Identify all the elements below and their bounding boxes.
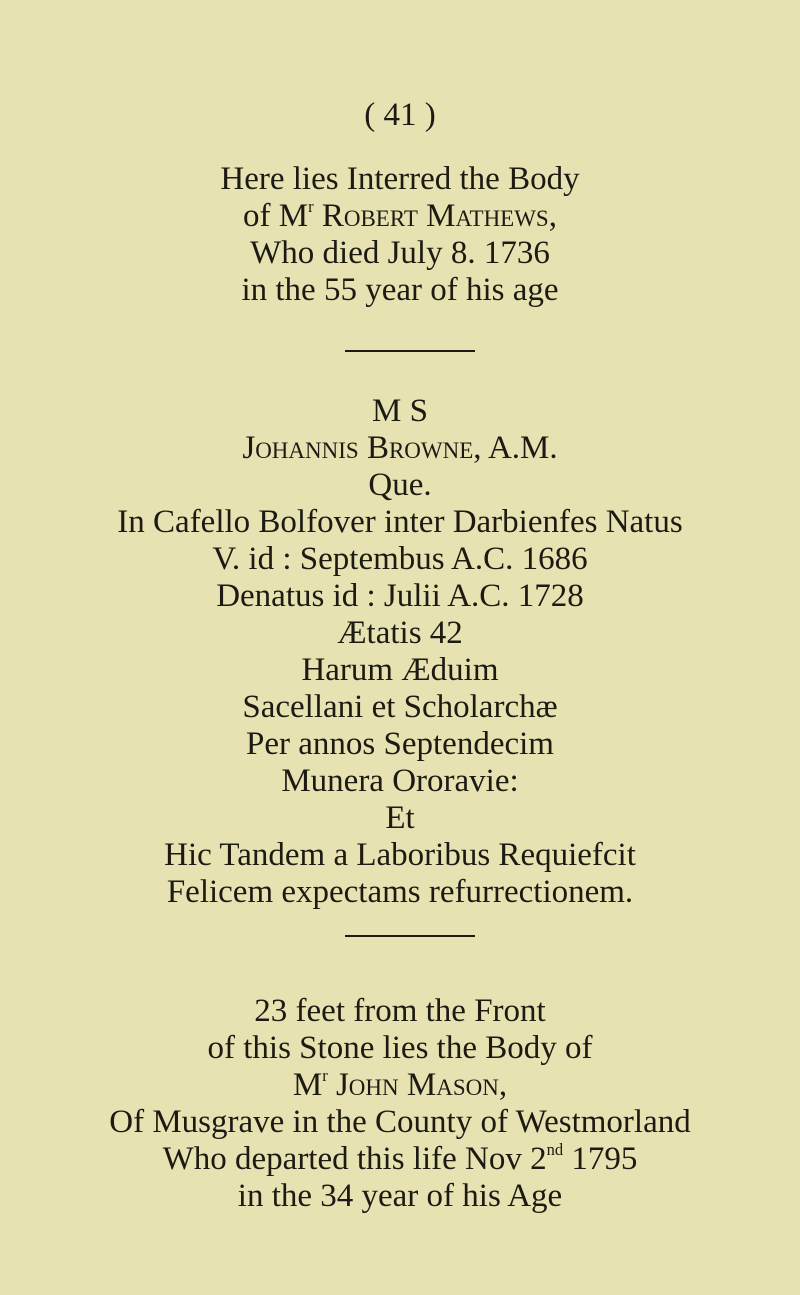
inscription-2-line-8: Harum Æduim — [301, 652, 499, 688]
page-number: ( 41 ) — [364, 97, 436, 133]
inscription-2-ms: M S — [372, 393, 428, 429]
inscription-2-line-13: Hic Tandem a Laboribus Requiefcit — [164, 837, 636, 873]
inscription-1-prefix: of M — [243, 198, 309, 234]
inscription-3-line-2: of this Stone lies the Body of — [207, 1030, 593, 1066]
inscription-3-line-3 — [0, 1065, 800, 1105]
inscription-3-date-superscript: nd — [546, 1139, 564, 1159]
inscription-3-name: John Mason, — [335, 1067, 508, 1103]
inscription-2-line-11: Munera Ororavie: — [281, 763, 519, 799]
inscription-2-line-10: Per annos Septendecim — [246, 726, 554, 762]
inscription-2-line-7: Ætatis 42 — [337, 615, 463, 651]
inscription-2-line-5: V. id : Septembus A.C. 1686 — [212, 541, 588, 577]
inscription-3-line-4: Of Musgrave in the County of Westmorland — [109, 1104, 691, 1140]
divider-rule-2 — [345, 935, 475, 937]
inscription-3-prefix: M — [292, 1067, 323, 1103]
inscription-2-name: Johannis Browne, A.M. — [242, 430, 558, 466]
inscription-3-line-1: 23 feet from the Front — [254, 993, 546, 1029]
inscription-3-year: 1795 — [571, 1141, 638, 1177]
divider-rule-1 — [345, 350, 475, 352]
inscription-1-line-3: Who died July 8. 1736 — [250, 235, 550, 271]
inscription-2-line-14: Felicem expectams refurrectionem. — [166, 874, 634, 910]
inscription-2-line-3: Que. — [368, 467, 432, 503]
inscription-1-line-2 — [0, 196, 800, 236]
inscription-2-line-6: Denatus id : Julii A.C. 1728 — [216, 578, 584, 614]
inscription-2-line-9: Sacellani et Scholarchæ — [242, 689, 558, 725]
inscription-2-line-4: In Cafello Bolfover inter Darbienfes Natus — [117, 504, 683, 540]
inscription-2-line-12: Et — [385, 800, 415, 836]
inscription-3-line-5 — [0, 1139, 800, 1179]
inscription-1-superscript: r — [308, 196, 314, 216]
inscription-1-name: Robert Mathews, — [321, 198, 557, 234]
inscription-3-line-6: in the 34 year of his Age — [237, 1178, 563, 1214]
inscription-3-superscript: r — [322, 1065, 328, 1085]
inscription-1-line-1: Here lies Interred the Body — [220, 161, 580, 197]
inscription-3-date-prefix: Who departed this life Nov 2 — [162, 1141, 547, 1177]
inscription-1-line-4: in the 55 year of his age — [241, 272, 559, 308]
